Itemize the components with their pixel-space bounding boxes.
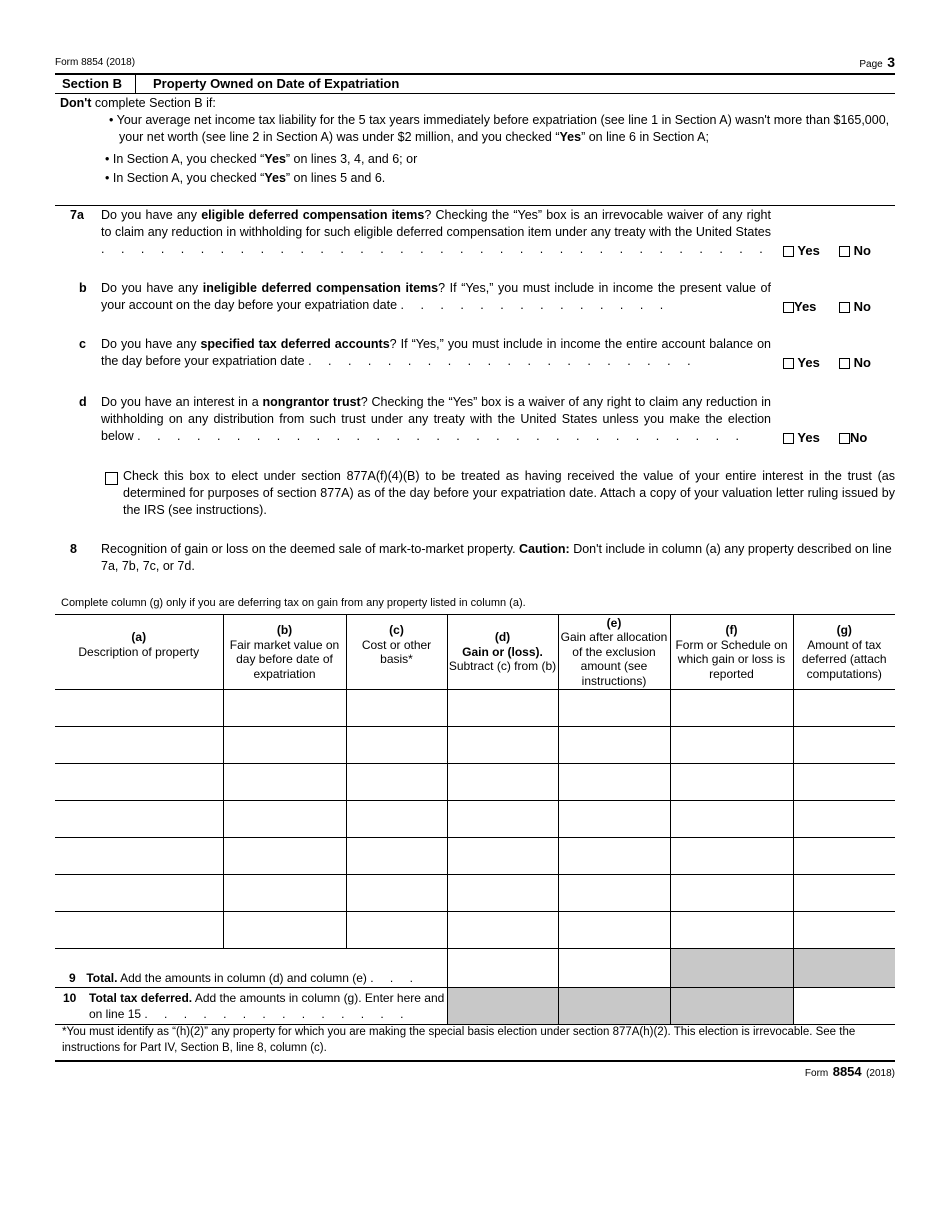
- line-7b-text: Do you have any ineligible deferred compensation items? If “Yes,” you must include in income the present value of your account on the day before your expatriation date . . . . . . . . . . . . . .: [101, 281, 771, 312]
- footer-rule: [55, 1060, 895, 1062]
- section-top-rule: [55, 73, 895, 75]
- line-7a-yes[interactable]: Yes: [783, 243, 820, 258]
- footer-form-id: Form 8854 (2018): [804, 1064, 895, 1079]
- checkbox-7d-no[interactable]: [839, 433, 850, 444]
- form-label: Form 8854 (2018): [55, 57, 136, 68]
- line-9-col-d[interactable]: [447, 949, 558, 988]
- line-10-label: 10 Total tax deferred. Add the amounts in column (g). Enter here and on line 15 . . . . . . . . . . . . . .: [55, 988, 447, 1025]
- col-c-header: (c) Cost or other basis*: [346, 615, 447, 690]
- line-7d-no[interactable]: No: [839, 430, 867, 445]
- line-10-col-d-shaded: [447, 988, 558, 1025]
- checkbox-7a-no[interactable]: [839, 246, 850, 257]
- line-7d-number: d: [79, 395, 87, 409]
- line-9-row: [55, 949, 895, 988]
- line-7b-no[interactable]: No: [839, 299, 871, 314]
- footnote: *You must identify as “(h)(2)” any property for which you are making the special basis election under section 877A(h)(2). This election is irrevocable. See the instructions for Part IV, Section B, line 8, column (c).: [62, 1026, 856, 1054]
- table-row: [55, 912, 895, 949]
- line-9-label: 9 Total. Add the amounts in column (d) and column (e) . . .: [55, 949, 447, 988]
- property-table: [55, 614, 895, 1025]
- checkbox-7c-yes[interactable]: [783, 358, 794, 369]
- questions-top-rule: [55, 205, 895, 206]
- line-7c-no[interactable]: No: [839, 355, 871, 370]
- line-7b-yes[interactable]: Yes: [783, 299, 816, 314]
- checkbox-7b-no[interactable]: [839, 302, 850, 313]
- checkbox-7d-yes[interactable]: [783, 433, 794, 444]
- election-checkbox[interactable]: [105, 470, 118, 488]
- col-g-header: (g) Amount of tax deferred (attach computations): [793, 615, 895, 690]
- line-8-text: Recognition of gain or loss on the deemed sale of mark-to-market property. Caution: Don't include in column (a) any property described on line 7a, 7b, 7c, or 7d.: [101, 542, 892, 573]
- line-8-number: 8: [70, 542, 77, 556]
- checkbox-7b-yes[interactable]: [783, 302, 794, 313]
- table-row: [55, 727, 895, 764]
- table-row: [55, 690, 895, 727]
- line-7c-yes[interactable]: Yes: [783, 355, 820, 370]
- bullet-2: • In Section A, you checked “Yes” on lines 3, 4, and 6; or: [105, 152, 418, 166]
- line-7d-yes[interactable]: Yes: [783, 430, 820, 445]
- line-10-col-g[interactable]: [793, 988, 895, 1025]
- col-f-header: (f) Form or Schedule on which gain or loss is reported: [670, 615, 793, 690]
- page-number: 3: [887, 54, 895, 70]
- page-label: Page: [859, 59, 883, 70]
- checkbox-7c-no[interactable]: [839, 358, 850, 369]
- col-b-header: (b) Fair market value on day before date of expatriation: [223, 615, 346, 690]
- line-9-col-g-shaded: [793, 949, 895, 988]
- section-title: Property Owned on Date of Expatriation: [153, 76, 400, 91]
- bullet-3: • In Section A, you checked “Yes” on lines 5 and 6.: [105, 171, 386, 185]
- table-header-row: [55, 615, 895, 690]
- col-d-header: (d) Gain or (loss). Subtract (c) from (b): [447, 615, 558, 690]
- line-9-col-e[interactable]: [558, 949, 670, 988]
- section-divider: [135, 74, 136, 93]
- line-7d-text: Do you have an interest in a nongrantor trust? Checking the “Yes” box is a waiver of any right to claim any reduction in withholding on any distribution from such trust under any treaty with the United States unless you make the election below . . . . . . . . . . . . . . . . . . . . . . . . . . . . . . .: [101, 395, 771, 443]
- bullet-1: • Your average net income tax liability for the 5 tax years immediately before expatriation (see line 1 in Section A) wasn't more than $165,000, your net worth (see line 2 in Section A) was under $2 million, and you checked “Yes” on line 6 in Section A;: [109, 113, 890, 144]
- page-indicator: [859, 54, 895, 72]
- checkbox-7a-yes[interactable]: [783, 246, 794, 257]
- table-note: Complete column (g) only if you are deferring tax on gain from any property listed in column (a).: [61, 597, 526, 609]
- col-e-header: (e) Gain after allocation of the exclusion amount (see instructions): [558, 615, 670, 690]
- col-a-header: (a) Description of property: [55, 615, 223, 690]
- section-label: Section B: [62, 76, 122, 91]
- line-7b-number: b: [79, 281, 87, 295]
- line-7c-number: c: [79, 337, 86, 351]
- line-10-col-e-shaded: [558, 988, 670, 1025]
- line-9-col-f-shaded: [670, 949, 793, 988]
- table-row: [55, 801, 895, 838]
- line-7a-text: Do you have any eligible deferred compensation items? Checking the “Yes” box is an irrevocable waiver of any right to claim any reduction in withholding for such eligible deferred compensation item under any treaty with the United States . . . . . . . . . . . . . . . . . . . . . . . . . . . . . . . . . .: [101, 208, 771, 256]
- table-row: [55, 764, 895, 801]
- line-10-row: [55, 988, 895, 1025]
- dont-complete-heading: Don't complete Section B if:: [60, 96, 216, 110]
- line-7c-text: Do you have any specified tax deferred accounts? If “Yes,” you must include in income the entire account balance on the day before your expatriation date . . . . . . . . . . . . . . . . . . . .: [101, 337, 771, 368]
- table-row: [55, 838, 895, 875]
- table-row: [55, 875, 895, 912]
- line-7a-number: 7a: [70, 208, 84, 222]
- line-7a-no[interactable]: No: [839, 243, 871, 258]
- line-10-col-f-shaded: [670, 988, 793, 1025]
- election-text: Check this box to elect under section 877A(f)(4)(B) to be treated as having received the value of your entire interest in the trust (as determined for purposes of section 877A) as of the day before your expatriation date. Attach a copy of your valuation letter ruling issued by the IRS (see instructions).: [123, 469, 895, 517]
- section-title-rule: [55, 93, 895, 94]
